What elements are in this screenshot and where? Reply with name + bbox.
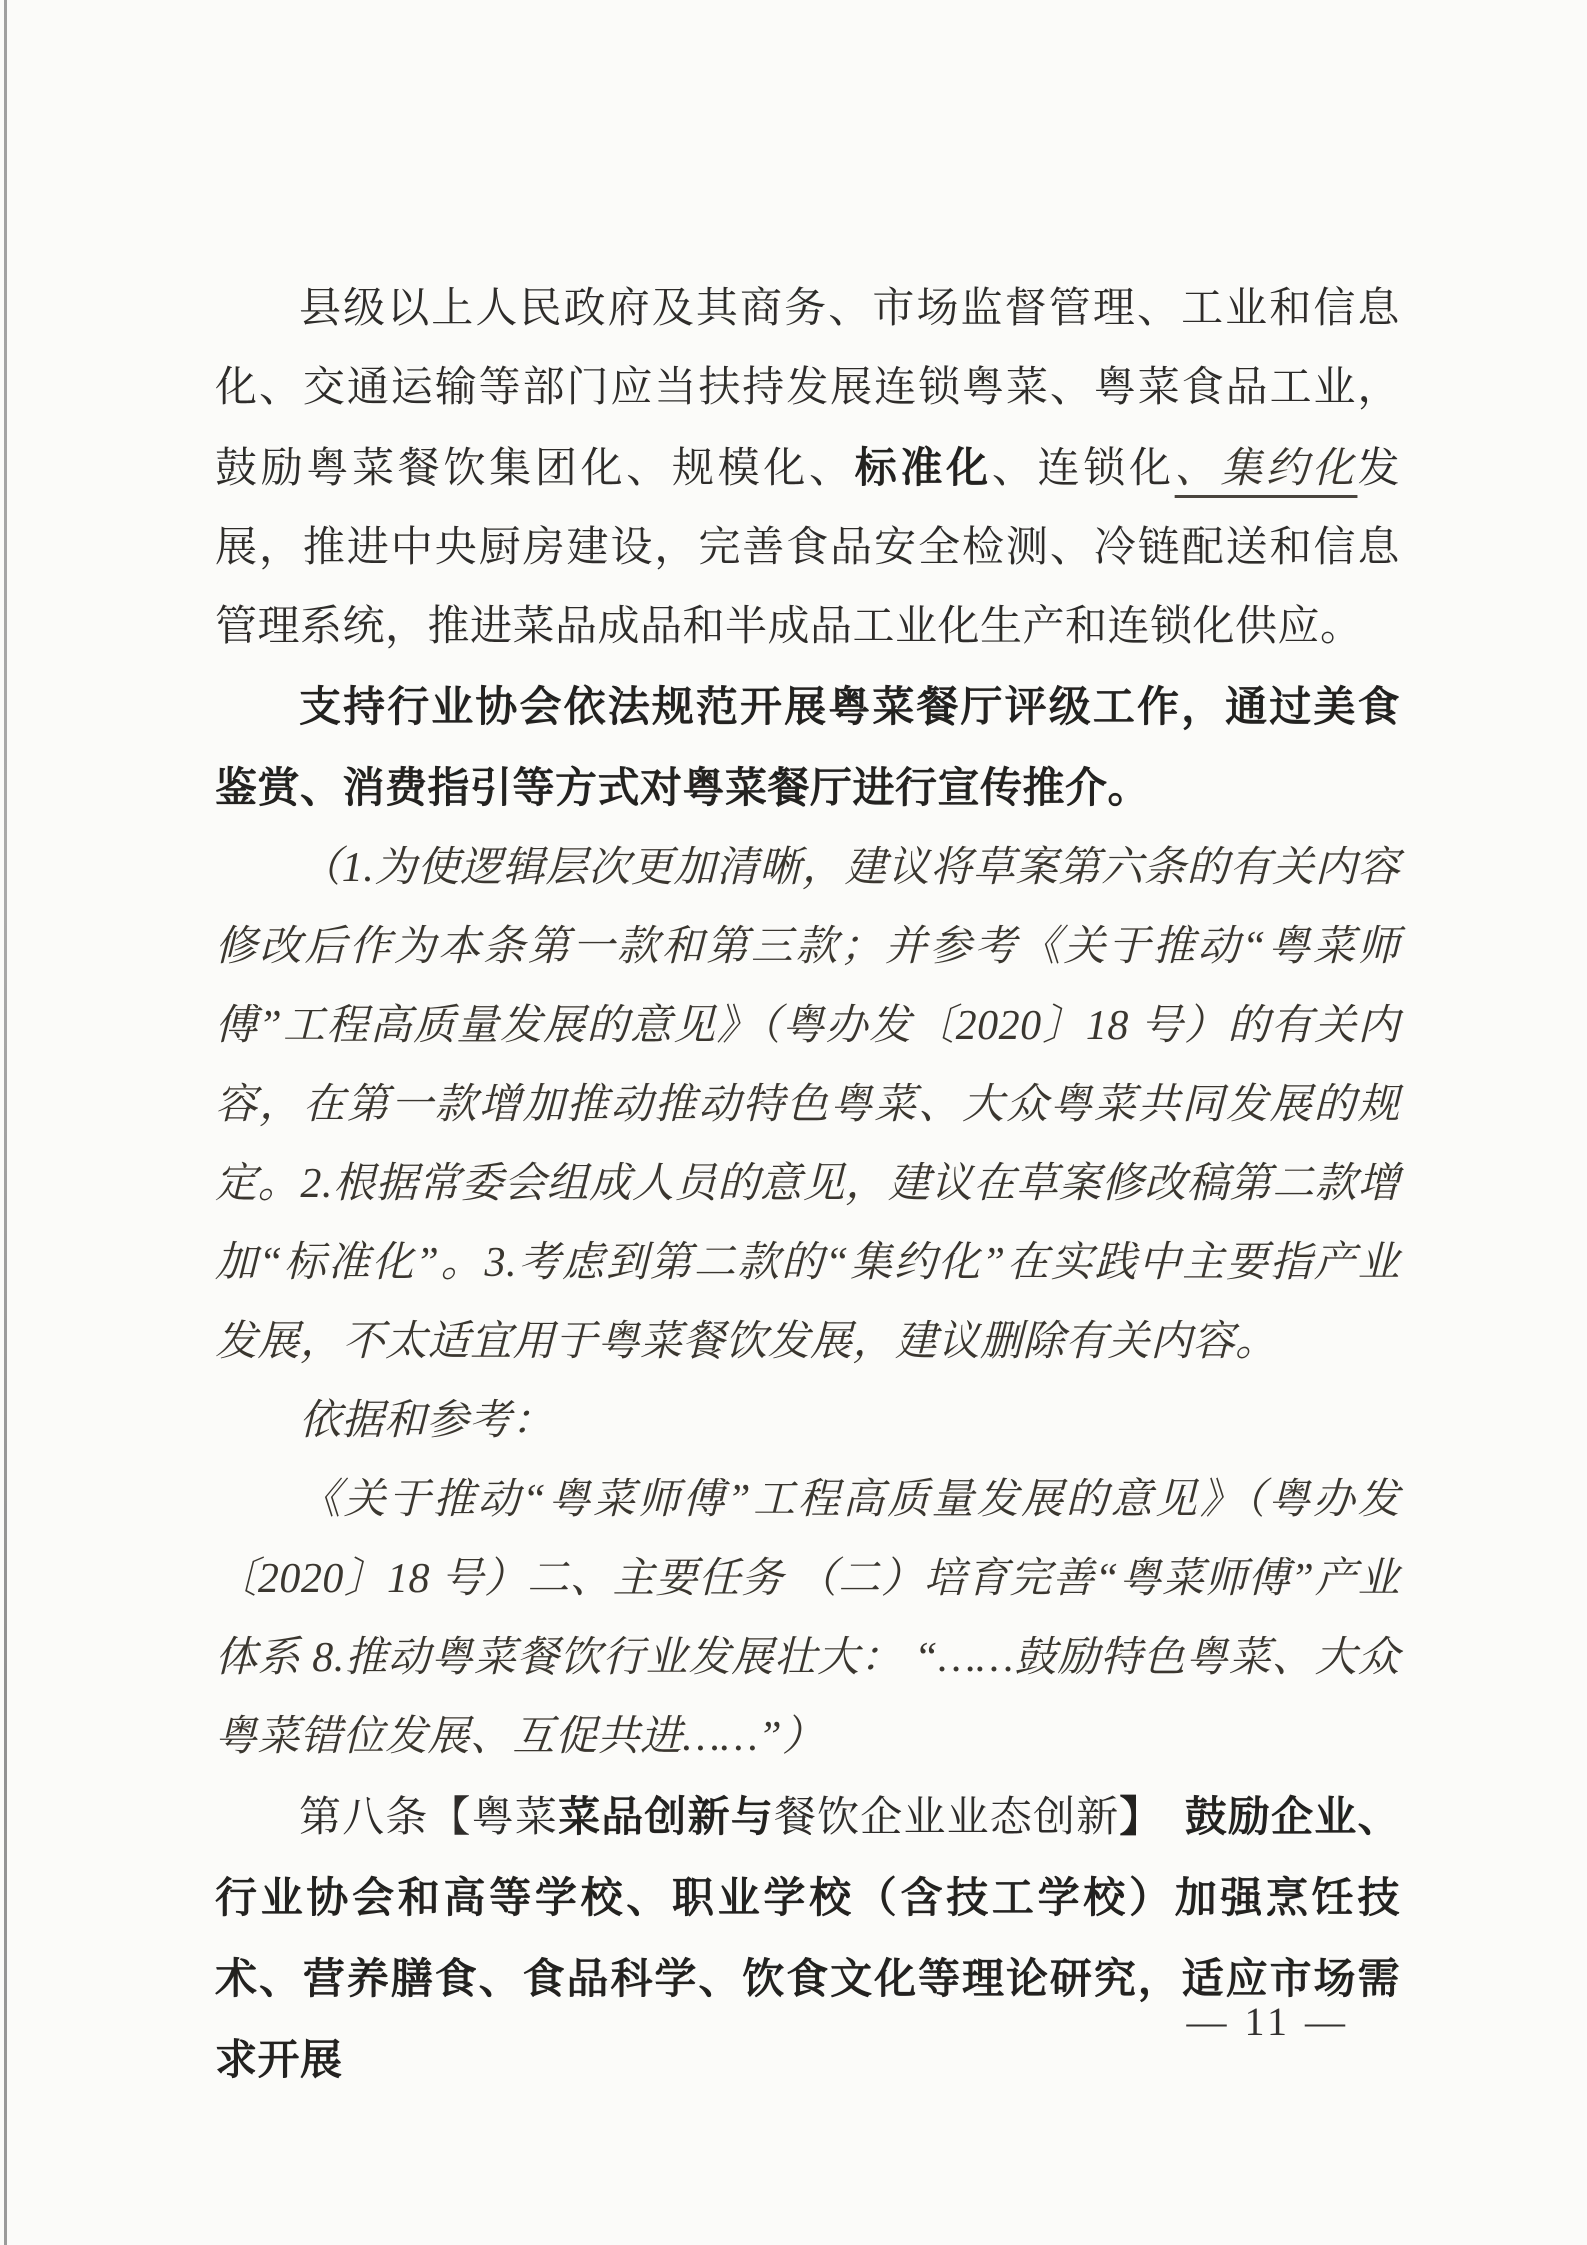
text-run: 餐饮企业业态创新 (773, 1795, 1120, 1841)
paragraph-support-industry (215, 270, 1400, 667)
paragraph-reference-heading (215, 1382, 1400, 1461)
scan-artifact-line (4, 0, 7, 2245)
text-run-bold: 鼓励企业、行业协会和高等学校、职业学校（含技工学校）加强烹饪技术、营养膳食、食品科学、饮食文化等理论研究，适应市场需求开展 (215, 1793, 1400, 2083)
text-run-comment: 依据和参考： (299, 1398, 555, 1444)
text-run-underlined-revision: 、集约化 (1174, 446, 1358, 492)
paragraph-article-8 (215, 1777, 1400, 2101)
text-run: 发展，推进中央厨房建设，完善食品安全检测、冷链配送和信息管理系统，推进菜品成品和半成品工业化生产和连锁化供应。 (215, 446, 1400, 650)
paragraph-reference-citation (215, 1461, 1400, 1777)
paragraph-revision-notes (215, 829, 1400, 1382)
text-run-comment: （1.为使逻辑层次更加清晰，建议将草案第六条的有关内容修改后作为本条第一款和第三款；并参考《关于推动“粤菜师傅”工程高质量发展的意见》（粤办发〔2020〕18 号）的有关内容，在第一款增加推动推动特色粤菜、大众粤菜共同发展的规定。2.根据常委会组成人员的意见，建议在草案修改稿第二款增加“标准化”。3.考虑到第二款的“集约化”在实践中主要指产业发展，不太适宜用于粤菜餐饮发展，建议删除有关内容。 (215, 845, 1400, 1365)
text-run-bold: 支持行业协会依法规范开展粤菜餐厅评级工作，通过美食鉴赏、消费指引等方式对粤菜餐厅进行宣传推介。 (215, 683, 1400, 811)
text-run-comment: 《关于推动“粤菜师傅”工程高质量发展的意见》（粤办发〔2020〕18 号）二、主要任务 （二）培育完善“粤菜师傅”产业体系 8.推动粤菜餐饮行业发展壮大： “……鼓励特色粤菜、大众粤菜错位发展、互促共进……”） (215, 1477, 1400, 1760)
text-run-bold-added: 菜品创新与 (558, 1793, 774, 1840)
text-run: 县级以上人民政府及其商务、市场监督管理、工业和信息化、交通运输等部门应当扶持发展连锁粤菜、粤菜食品工业，鼓励粤菜餐饮集团化、规模化、 (215, 286, 1400, 492)
document-body (215, 270, 1400, 2101)
text-run-bracket: 】 (1119, 1793, 1142, 1840)
text-run: 、连锁化 (991, 446, 1175, 492)
page-number: — 11 — (1186, 1999, 1349, 2044)
paragraph-restaurant-rating (215, 667, 1400, 829)
text-run-bold-added: 标准化 (854, 444, 992, 491)
text-run-article-label: 第八条【粤菜 (299, 1795, 559, 1841)
